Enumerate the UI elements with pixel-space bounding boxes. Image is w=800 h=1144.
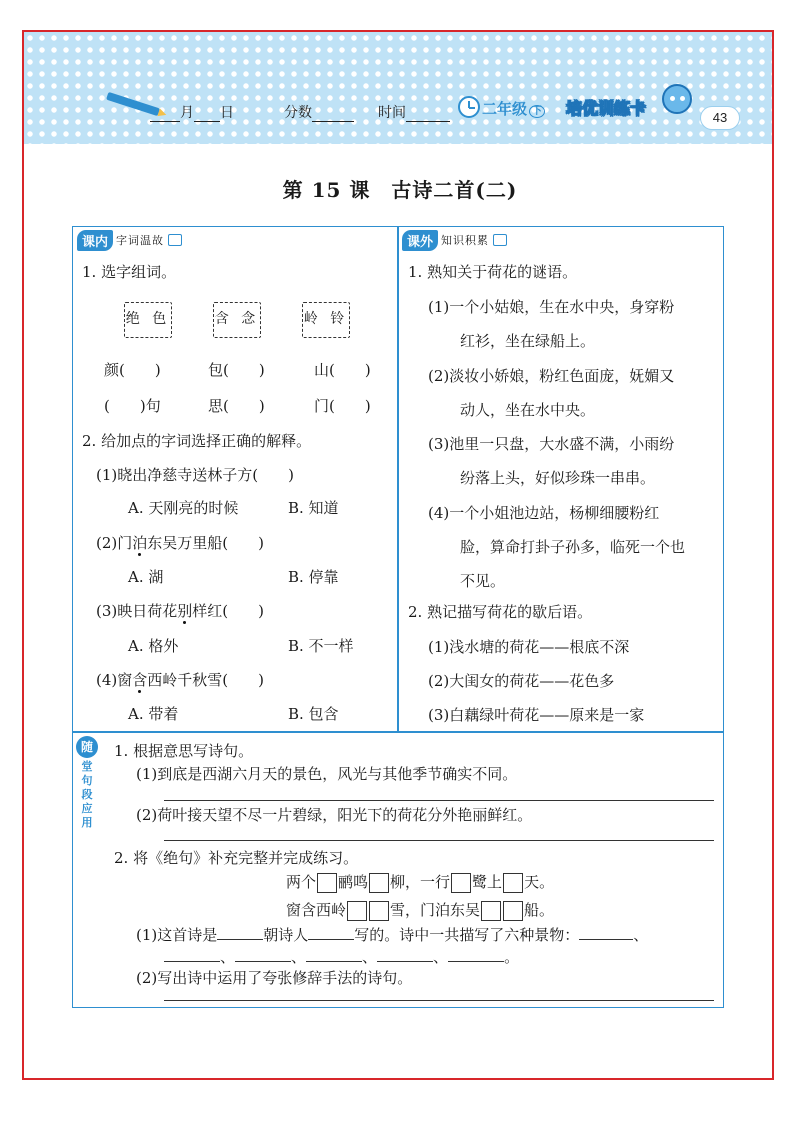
date-field <box>150 100 234 122</box>
right-q1-prompt: 1. 熟知关于荷花的谜语。 <box>408 263 578 281</box>
poem-blank-box[interactable] <box>369 901 389 921</box>
option-a: A. 格外 <box>128 637 179 655</box>
bottom-q2-1-cont: 、 、 、 、 。 <box>164 946 519 967</box>
answer-line[interactable] <box>164 800 714 801</box>
fill-blank[interactable] <box>306 946 362 962</box>
mascot-icon <box>662 84 692 114</box>
bottom-q1-prompt: 1. 根据意思写诗句。 <box>114 742 254 760</box>
riddle-line: (1)一个小姑娘，生在水中央，身穿粉 <box>428 298 675 316</box>
answer-line[interactable] <box>164 1000 714 1001</box>
book-icon <box>493 234 507 246</box>
clock-icon <box>458 96 480 118</box>
book-icon <box>168 234 182 246</box>
fill-blank[interactable] <box>579 924 633 940</box>
poem-blank-box[interactable] <box>503 901 523 921</box>
fill-blank[interactable] <box>448 946 504 962</box>
bottom-q2-1: (1)这首诗是 朝诗人 写的。诗中一共描写了六种景物： 、 <box>136 926 649 944</box>
poem-line-2: 窗含西岭 雪，门泊东吴 船。 <box>286 901 555 919</box>
left-q2-prompt: 2. 给加点的字词选择正确的解释。 <box>82 432 312 450</box>
fill-blank[interactable] <box>217 924 263 940</box>
label-char: 段 <box>81 788 93 801</box>
left-section-tag <box>77 229 182 251</box>
question-item: (1)晓出净慈寺送林子方( ) <box>96 466 294 484</box>
label-char: 句 <box>81 774 93 787</box>
riddle-line: 动人，坐在水中央。 <box>460 401 596 419</box>
answer-blank[interactable]: ) <box>258 466 294 484</box>
riddle-line: 脸，算命打卦子孙多，临死一个也 <box>460 538 686 556</box>
bottom-q2-2: (2)写出诗中运用了夸张修辞手法的诗句。 <box>136 969 413 987</box>
section-label-vertical <box>74 736 100 848</box>
saying-line: (1)浅水塘的荷花——根底不深 <box>428 638 630 656</box>
word-blank[interactable]: 山( ) <box>314 361 371 379</box>
choice-box: 含 念 <box>213 302 261 338</box>
right-section-tag <box>402 229 507 251</box>
lesson-title: 第 15 课 古诗二首(二) <box>282 178 518 202</box>
poem-blank-box[interactable] <box>369 873 389 893</box>
option-b: B. 知道 <box>288 499 339 517</box>
grade-badge <box>482 98 547 120</box>
option-a: A. 带着 <box>128 705 179 723</box>
riddle-line: (4)一个小姐池边站，杨柳细腰粉红 <box>428 504 660 522</box>
term-label: 下 <box>529 105 545 118</box>
choice-box: 岭 铃 <box>302 302 350 338</box>
choice-box: 绝 色 <box>124 302 172 338</box>
fill-blank[interactable] <box>308 924 354 940</box>
score-label: 分数 <box>284 105 312 121</box>
fill-blank[interactable] <box>377 946 433 962</box>
riddle-line: (3)池里一只盘，大水盛不满，小雨纷 <box>428 435 675 453</box>
label-char: 应 <box>81 802 93 815</box>
option-b: B. 包含 <box>288 705 339 723</box>
section-divider <box>72 731 724 733</box>
score-blank[interactable] <box>312 106 354 122</box>
bottom-q2-prompt: 2. 将《绝句》补充完整并完成练习。 <box>114 849 359 867</box>
option-a: A. 天刚亮的时候 <box>128 499 239 517</box>
option-b: B. 停靠 <box>288 568 339 586</box>
question-item: (2)门泊东吴万里船( ) <box>96 534 264 552</box>
label-cap: 随 <box>76 736 98 758</box>
label-char: 堂 <box>81 760 93 773</box>
saying-line: (2)大闺女的荷花——花色多 <box>428 672 615 690</box>
word-blank[interactable]: 包( ) <box>208 361 265 379</box>
question-item: (4)窗含西岭千秋雪( ) <box>96 671 264 689</box>
option-b: B. 不一样 <box>288 637 354 655</box>
time-label: 时间 <box>378 105 406 121</box>
riddle-line: 红衫，坐在绿船上。 <box>460 332 596 350</box>
time-field <box>378 100 450 122</box>
word-blank[interactable]: 门( ) <box>314 397 371 415</box>
month-blank[interactable] <box>150 106 180 122</box>
poem-blank-box[interactable] <box>347 901 367 921</box>
answer-blank[interactable]: 西岭千秋雪( ) <box>147 671 264 689</box>
poem-blank-box[interactable] <box>451 873 471 893</box>
poem-blank-box[interactable] <box>317 873 337 893</box>
header-band <box>24 32 772 144</box>
bottom-q1-item: (2)荷叶接天望不尽一片碧绿，阳光下的荷花分外艳丽鲜红。 <box>136 806 533 824</box>
month-label: 月 <box>180 105 194 121</box>
right-tag-pill: 课外 <box>402 230 438 251</box>
answer-blank[interactable]: 样红( ) <box>192 602 264 620</box>
column-divider <box>397 227 399 732</box>
right-q2-prompt: 2. 熟记描写荷花的歇后语。 <box>408 603 593 621</box>
day-label: 日 <box>220 105 234 121</box>
answer-blank[interactable]: 东吴万里船( ) <box>147 534 264 552</box>
answer-line[interactable] <box>164 840 714 841</box>
poem-line-1: 两个 鹂鸣 柳，一行 鹭上 天。 <box>286 873 555 891</box>
bottom-q1-item: (1)到底是西湖六月天的景色，风光与其他季节确实不同。 <box>136 765 518 783</box>
fill-blank[interactable] <box>164 946 220 962</box>
right-tag-subtitle: 知识积累 <box>441 234 490 247</box>
left-tag-pill: 课内 <box>77 230 113 251</box>
poem-blank-box[interactable] <box>503 873 523 893</box>
label-char: 用 <box>81 816 93 829</box>
brand-title: 培优训练卡 <box>566 99 647 118</box>
grade-label: 二年级 <box>482 100 528 118</box>
page-number: 43 <box>700 106 740 130</box>
riddle-line: 纷落上头，好似珍珠一串串。 <box>460 469 656 487</box>
score-field <box>284 100 354 122</box>
riddle-line: (2)淡妆小娇娘，粉红色面庞，妩媚又 <box>428 367 675 385</box>
left-tag-subtitle: 字词温故 <box>116 234 165 247</box>
day-blank[interactable] <box>194 106 220 122</box>
word-blank[interactable]: 思( ) <box>208 397 265 415</box>
left-q1-prompt: 1. 选字组词。 <box>82 263 177 281</box>
option-a: A. 湖 <box>128 568 164 586</box>
dotted-char: 含 <box>132 671 148 689</box>
dotted-char: 泊 <box>132 534 148 552</box>
word-blank[interactable]: 颜( ) <box>104 361 161 379</box>
dotted-char: 别 <box>177 602 193 620</box>
saying-line: (3)白藕绿叶荷花——原来是一家 <box>428 706 645 724</box>
time-blank[interactable] <box>406 106 450 122</box>
word-blank[interactable]: ( )句 <box>104 397 161 415</box>
poem-blank-box[interactable] <box>481 901 501 921</box>
riddle-line: 不见。 <box>460 572 506 590</box>
fill-blank[interactable] <box>235 946 291 962</box>
question-item: (3)映日荷花别样红( ) <box>96 602 264 620</box>
